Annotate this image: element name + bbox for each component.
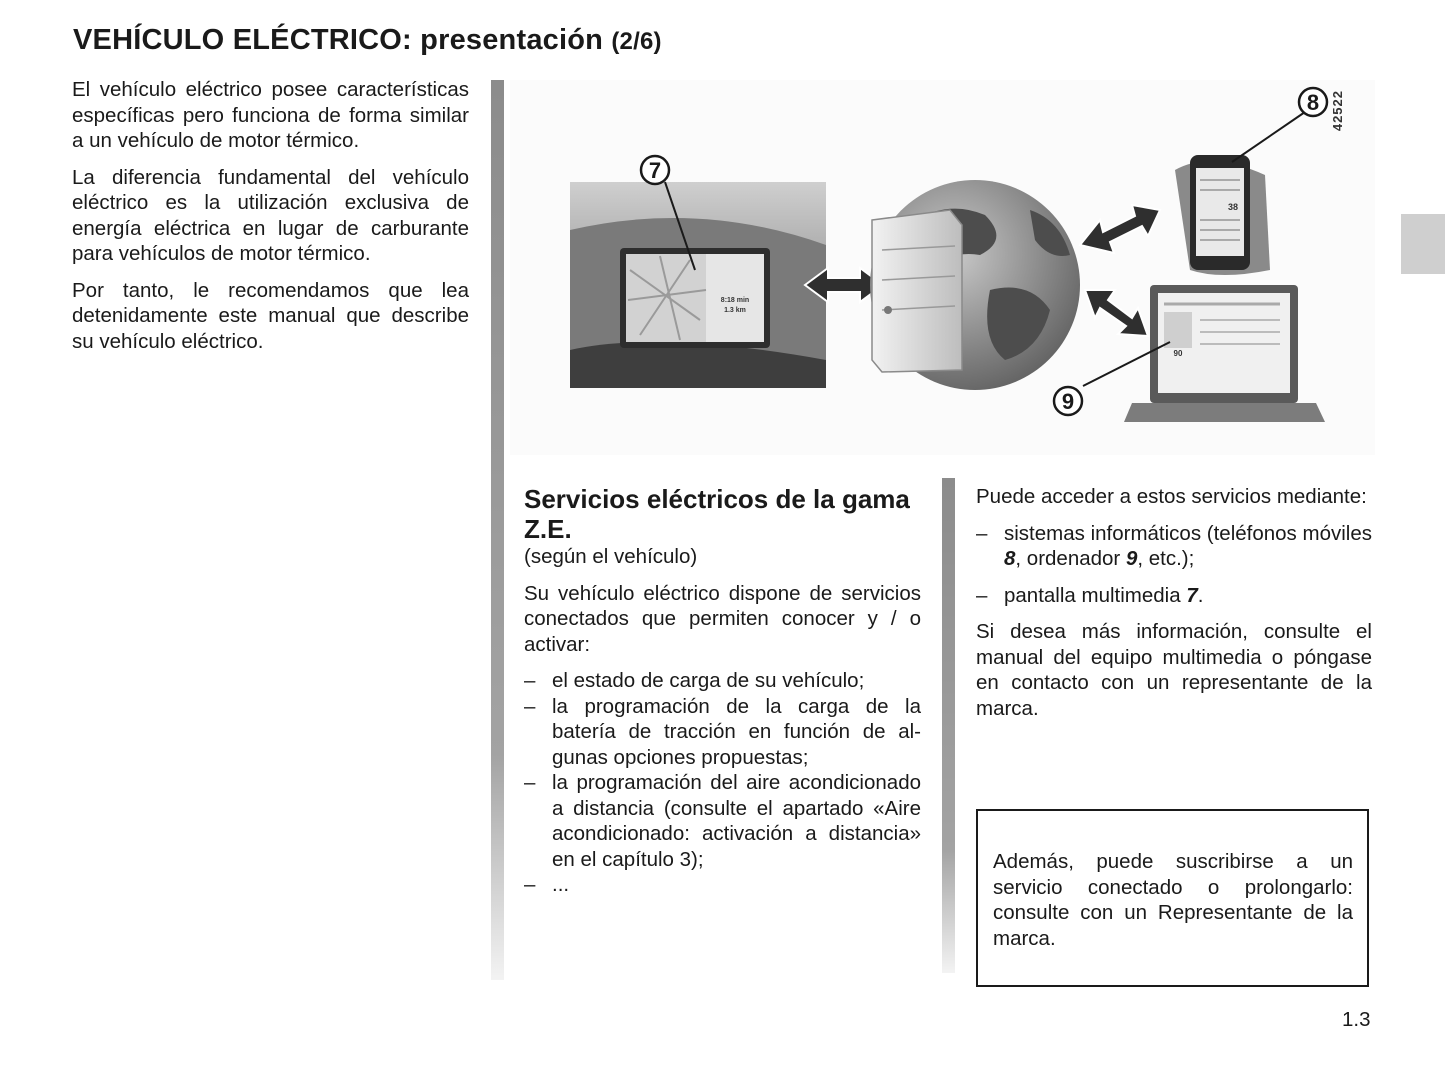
access-list-item-2 [976, 583, 1372, 609]
laptop-value: 90 [1173, 349, 1183, 358]
phone-value: 38 [1227, 202, 1239, 212]
mobile-phone-icon [1175, 155, 1270, 275]
left-divider-bar [491, 80, 504, 980]
access-item1-before: sistemas informáticos (teléfonos móviles [1004, 521, 1372, 545]
access-item1-mid: , ordenador [1015, 547, 1126, 570]
callout-7-label: 7 [648, 158, 662, 183]
connected-services-illustration [510, 80, 1375, 455]
callout-8-label: 8 [1306, 90, 1320, 115]
services-heading: Servicios eléctricos de la gama Z.E. [524, 484, 910, 544]
services-list-item-4: – ... [524, 872, 921, 898]
services-intro: Su vehículo eléctrico dispone de servicios conectados que permiten conocer y / o activar: [524, 581, 921, 656]
page-number: 1.3 [1342, 1008, 1371, 1031]
page-title-part: (2/6) [611, 28, 662, 55]
access-item2-before: pantalla multimedia [1004, 583, 1187, 607]
access-item2-after: . [1197, 583, 1204, 607]
page-title [73, 24, 662, 57]
chapter-tab [1401, 214, 1445, 274]
services-subnote: (según el vehículo) [524, 545, 698, 568]
ref-8: 8 [1004, 547, 1016, 570]
access-list-item-1 [976, 521, 1372, 572]
screen-distance: 1.3 km [724, 307, 746, 314]
laptop-icon [1124, 285, 1325, 422]
server-icon [872, 210, 962, 372]
services-list-item-2: – la programación de la carga de la batería de tracción en función de algunas opciones propuestas; [524, 694, 921, 771]
access-list [976, 521, 1372, 609]
intro-column [72, 77, 469, 365]
intro-paragraph-1: El vehículo eléctrico posee características específicas pero funciona de forma similar a un vehículo de motor térmico. [72, 78, 469, 152]
services-column [524, 484, 921, 898]
illustration-reference-code: 42522 [1330, 90, 1345, 132]
dashboard-photo [570, 182, 826, 388]
intro-paragraph-2: La diferencia fundamental del vehículo eléctrico es la utilización exclusiva de energía eléctrica en lugar de carburante para vehículos de motor térmico. [72, 165, 469, 265]
access-item1-after: , etc.); [1137, 547, 1195, 570]
page-title-main: VEHÍCULO ELÉCTRICO: presentación [73, 24, 604, 56]
intro-paragraph-3: Por tanto, le recomendamos que lea detenidamente este manual que describe su vehículo eléctrico. [72, 278, 469, 353]
services-list-item-3: – la programación del aire acondicionado a distancia (consulte el apartado «Aire acondicionado: activación a distancia» en el capítulo 3); [524, 770, 921, 872]
services-list-item-1: – el estado de carga de su vehículo; [524, 668, 921, 694]
screen-time: 8:18 min [720, 297, 750, 304]
callout-9-label: 9 [1061, 389, 1075, 414]
ref-9: 9 [1125, 547, 1138, 570]
services-list [524, 668, 921, 898]
right-divider-bar [942, 478, 955, 973]
access-column [976, 484, 1372, 732]
access-intro: Puede acceder a estos servicios mediante: [976, 485, 1367, 508]
ref-7: 7 [1186, 583, 1198, 607]
note-text: Además, puede suscribirse a un servicio conectado o prolongarlo: consulte con un Representante de la marca. [993, 850, 1353, 950]
access-more-info: Si desea más información, consulte el manual del equipo multimedia o póngase en contacto con un representante de la marca. [976, 620, 1372, 720]
note-box [976, 809, 1369, 987]
